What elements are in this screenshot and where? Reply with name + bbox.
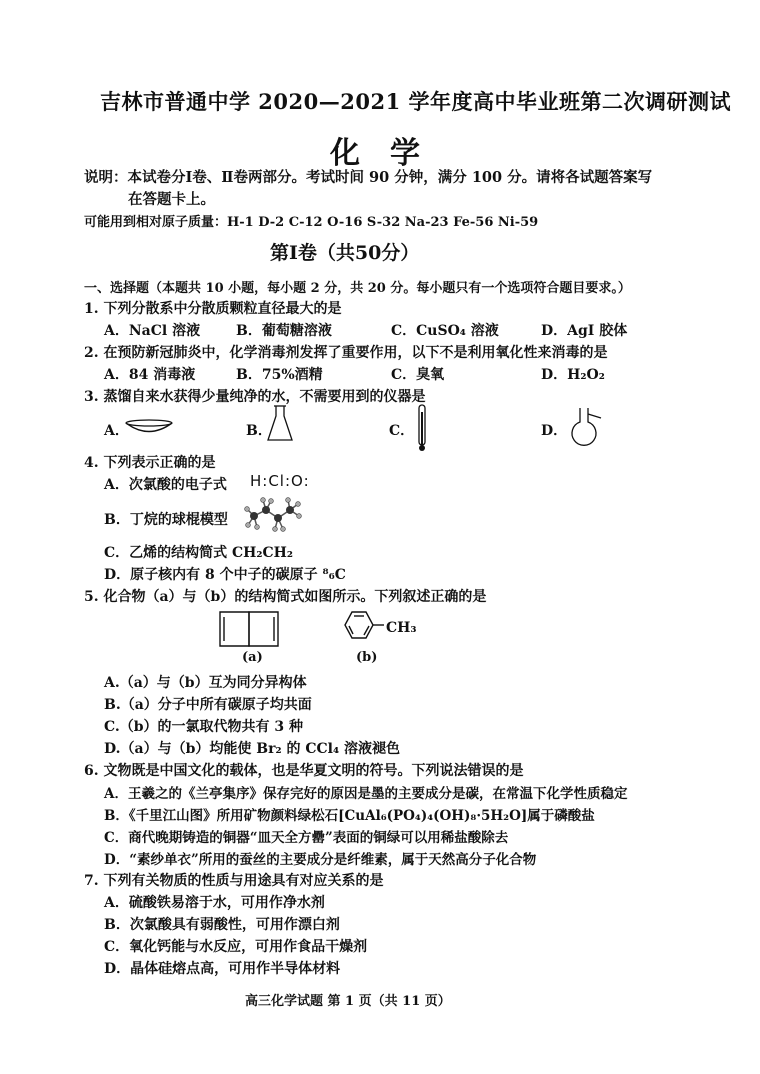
question-6-stem: 6. 文物既是中国文化的载体，也是华夏文明的符号。下列说法错误的是 [84,763,524,779]
instructions-line1: 说明：本试卷分Ⅰ卷、Ⅱ卷两部分。考试时间 90 分钟，满分 100 分。请将各试题答案写 [84,169,653,186]
question-7-stem: 7. 下列有关物质的性质与用途具有对应关系的是 [84,873,384,889]
q2-option-c: C．臭氧 [391,367,445,383]
section-title: 第Ⅰ卷（共50分） [270,242,420,264]
structure-label-a: (a) [242,650,263,665]
methyl-label: CH₃ [386,620,417,636]
hypochlorous-electron-formula: H:Cl:O: [250,472,310,490]
q2-option-b: B．75%酒精 [236,367,323,383]
q6-option-c: C．商代晚期铸造的铜器“皿天全方罍”表面的铜绿可以用稀盐酸除去 [104,830,509,846]
q7-option-b: B．次氯酸具有弱酸性，可用作漂白剂 [104,917,340,933]
question-5-stem: 5. 化合物（a）与（b）的结构简式如图所示。下列叙述正确的是 [84,589,487,605]
q5-option-a: A.（a）与（b）互为同分异构体 [104,675,307,691]
q6-option-a: A．王羲之的《兰亭集序》保存完好的原因是墨的主要成分是碳，在常温下化学性质稳定 [104,786,628,802]
thermometer-icon [414,404,430,454]
round-bottom-flask-icon [568,406,604,444]
q1-option-d: D．AgI 胶体 [541,323,628,339]
evaporating-dish-icon [124,418,174,438]
q4-option-b: B．丁烷的球棍模型 [104,512,228,528]
q5-option-d: D.（a）与（b）均能使 Br₂ 的 CCl₄ 溶液褪色 [104,741,400,757]
q4-option-d: D．原子核内有 8 个中子的碳原子 ⁸₆C [104,567,346,583]
q3-option-c: C． [389,423,415,439]
q5-option-b: B.（a）分子中所有碳原子均共面 [104,697,312,713]
subject-title: 化学 [330,136,450,171]
q6-option-b: B．《千里江山图》所用矿物颜料绿松石[CuAl₆(PO₄)₄(OH)₈·5H₂O]属于磷酸盐 [104,808,595,824]
instructions-line2: 在答题卡上。 [128,191,215,208]
atomic-masses: 可能用到相对原子质量：H-1 D-2 C-12 O-16 S-32 Na-23 Fe-56 Ni-59 [84,215,539,230]
q5-option-c: C.（b）的一氯取代物共有 3 种 [104,719,304,735]
q3-option-b: B． [246,423,272,439]
q4-option-a: A．次氯酸的电子式 [104,477,227,493]
q2-option-a: A．84 消毒液 [104,367,196,383]
q6-option-d: D．“素纱单衣”所用的蚕丝的主要成分是纤维素，属于天然高分子化合物 [104,852,537,868]
section-intro: 一、选择题（本题共 10 小题，每小题 2 分，共 20 分。每小题只有一个选项符合题目要求。） [84,281,631,296]
exam-title: 吉林市普通中学 2020—2021 学年度高中毕业班第二次调研测试 [100,89,732,114]
q7-option-a: A．硫酸铁易溶于水，可用作净水剂 [104,895,325,911]
q1-option-a: A．NaCl 溶液 [104,323,201,339]
question-3-stem: 3. 蒸馏自来水获得少量纯净的水，不需要用到的仪器是 [84,389,426,405]
q1-option-b: B．葡萄糖溶液 [236,323,332,339]
page-footer: 高三化学试题 第 1 页（共 11 页） [245,994,451,1009]
q7-option-c: C．氧化钙能与水反应，可用作食品干燥剂 [104,939,368,955]
q4-option-c: C．乙烯的结构简式 CH₂CH₂ [104,545,294,561]
question-1-stem: 1. 下列分散系中分散质颗粒直径最大的是 [84,301,342,317]
butane-ball-stick-model-icon [244,496,302,534]
question-4-stem: 4. 下列表示正确的是 [84,455,216,471]
q1-option-c: C．CuSO₄ 溶液 [391,323,499,339]
compound-b-toluene-icon [340,610,386,650]
conical-flask-icon [266,404,294,442]
q3-option-d: D． [541,423,568,439]
q2-option-d: D．H₂O₂ [541,367,605,383]
q7-option-d: D．晶体硅熔点高，可用作半导体材料 [104,961,341,977]
compound-a-structure-icon [214,608,284,650]
q3-option-a: A． [104,423,129,439]
question-2-stem: 2. 在预防新冠肺炎中，化学消毒剂发挥了重要作用，以下不是利用氧化性来消毒的是 [84,345,608,361]
structure-label-b: (b) [356,650,378,665]
